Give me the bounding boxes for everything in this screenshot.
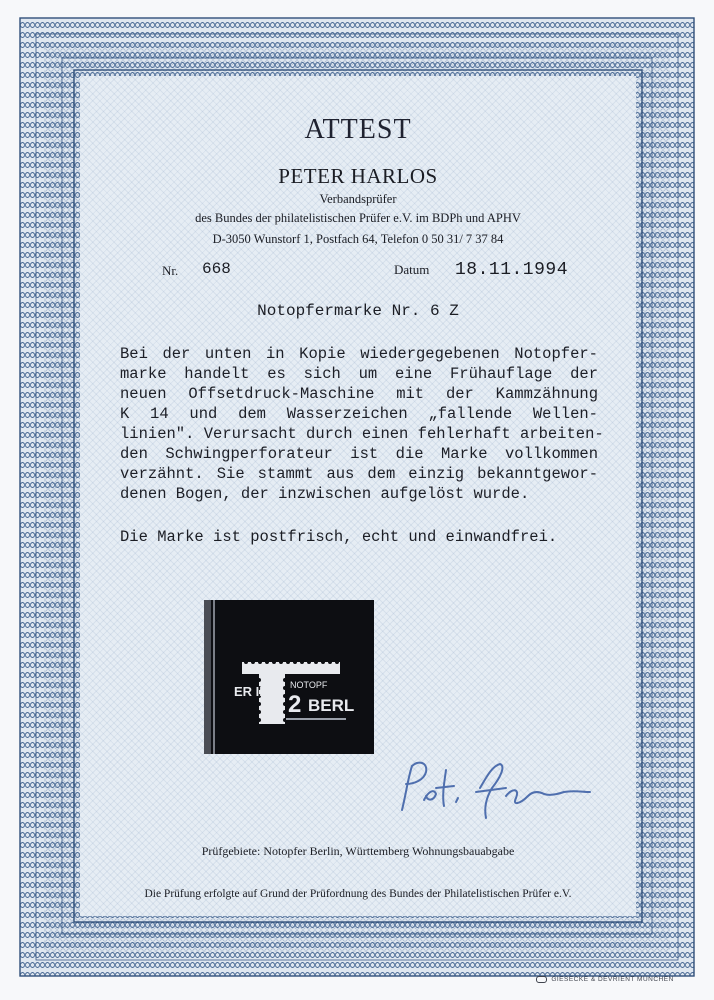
stamp-right-text: BERL bbox=[308, 696, 355, 715]
description-paragraph bbox=[120, 344, 604, 504]
description-line: linien". Verursacht durch einen fehlerhaft arbeiten- bbox=[120, 425, 604, 443]
number-value: 668 bbox=[202, 260, 231, 278]
description-line: Bei der unten in Kopie wiedergegebenen Notopfer- bbox=[120, 345, 598, 363]
handwritten-signature-icon bbox=[388, 748, 618, 833]
address-line: D-3050 Wunstorf 1, Postfach 64, Telefon 0 50 31/ 7 37 84 bbox=[212, 232, 504, 246]
number-label: Nr. bbox=[162, 263, 179, 278]
verdict-line: Die Marke ist postfrisch, echt und einwandfrei. bbox=[120, 528, 558, 546]
certificate-body bbox=[80, 76, 636, 916]
stamp-photocopy bbox=[204, 600, 374, 754]
examiner-name: PETER HARLOS bbox=[278, 164, 438, 188]
stamp-left-text: ER IN bbox=[234, 684, 269, 699]
association-line: des Bundes der philatelistischen Prüfer e.V. im BDPh und APHV bbox=[195, 211, 521, 225]
examiner-role: Verbandsprüfer bbox=[319, 192, 397, 206]
description-line: denen Bogen, der inzwischen aufgelöst wurde. bbox=[120, 485, 530, 503]
date-value: 18.11.1994 bbox=[455, 260, 569, 280]
date-label: Datum bbox=[394, 262, 430, 277]
stamp-top-text: NOTOPF bbox=[290, 680, 328, 690]
test-areas-line: Prüfgebiete: Notopfer Berlin, Württemberg Wohnungsbauabgabe bbox=[201, 844, 515, 858]
printer-name: GIESECKE & DEVRIENT MÜNCHEN bbox=[551, 976, 674, 984]
footer-line: Die Prüfung erfolgte auf Grund der Prüfordnung des Bundes der Philatelistischen Prüfer e.V. bbox=[144, 888, 572, 900]
description-line: marke handelt es sich um eine Frühauflage der bbox=[120, 365, 598, 383]
description-line: verzähnt. Sie stammt aus dem einzig bekanntgewor- bbox=[120, 465, 598, 483]
subject-line: Notopfermarke Nr. 6 Z bbox=[257, 302, 459, 320]
description-line: den Schwingperforateur ist die Marke vollkommen bbox=[120, 445, 598, 463]
printer-imprint bbox=[536, 976, 674, 983]
description-line: neuen Offsetdruck-Maschine mit der Kammzähnung bbox=[120, 385, 598, 403]
stamp-value: 2 bbox=[288, 691, 302, 718]
description-line: K 14 und dem Wasserzeichen „fallende Wellen- bbox=[120, 405, 598, 423]
certificate-title: ATTEST bbox=[304, 114, 412, 145]
printer-logo-icon bbox=[536, 976, 547, 983]
stamp-image bbox=[204, 600, 374, 754]
